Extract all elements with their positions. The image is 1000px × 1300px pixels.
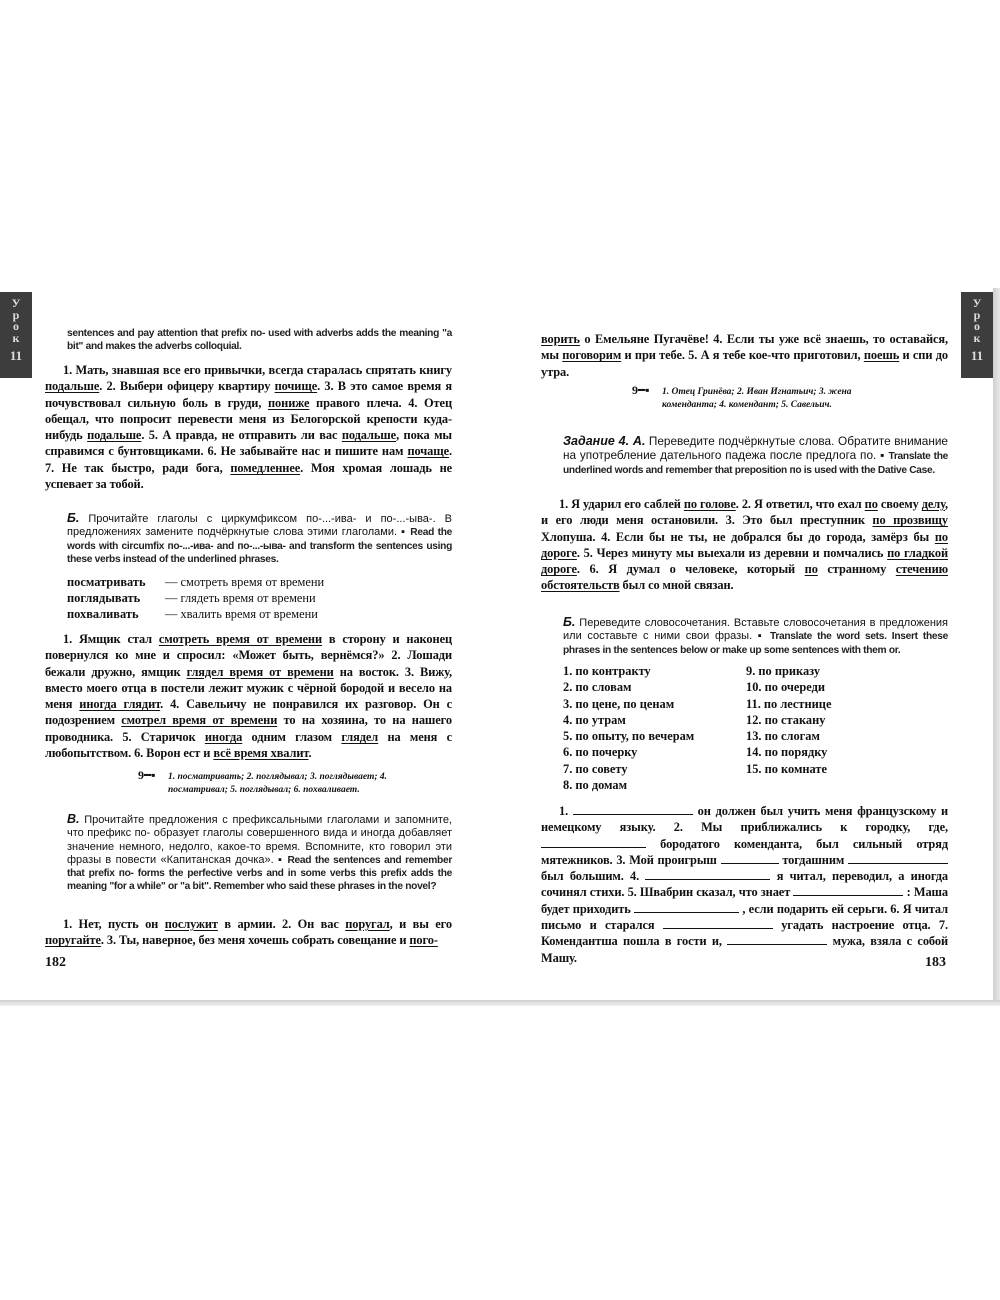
verb-meaning: — глядеть время от времени bbox=[165, 591, 316, 605]
text-run: он должен был учить меня французскому и немецкому языку. 2. Мы приближались к городку, где, bbox=[541, 804, 949, 835]
text-run: я читал, переводил, а иногда сочинял стихи. 5. Швабрин сказал, что знает bbox=[541, 869, 948, 900]
text-run: . 6. Я думал о человеке, который bbox=[576, 562, 805, 577]
underlined-phrase: глядел время от времени bbox=[186, 664, 334, 679]
answer-blank[interactable] bbox=[727, 934, 827, 945]
text-run: , если подарить ей серьги. 6. Я читал письмо и старался bbox=[541, 901, 948, 933]
task-label: В. bbox=[67, 812, 80, 826]
page-bottom-shadow bbox=[0, 1000, 1000, 1006]
text-run: 1. Я ударил его саблей bbox=[559, 497, 684, 511]
instruction-english: Read the sentences and remember that prefix по- forms the perfective verbs and in some verbs this prefix adds the meaning "for a while" or "a bit". Remember who said these phrases in the novel? bbox=[67, 854, 452, 893]
tab-lesson-number: 11 bbox=[9, 348, 23, 363]
instruction-russian: Переведите подчёркнутые слова. Обратите внимание на употребление дательного падежа после предлога по. ▪ bbox=[563, 434, 948, 463]
tab-letter: р bbox=[12, 307, 20, 322]
underlined-phrase: по прозвищу bbox=[872, 513, 948, 528]
underlined-phrase: по bbox=[864, 497, 878, 511]
instruction-russian: Переведите словосочетания. Вставьте словосочетания в предложения или составьте с ними свои фразы. ▪ bbox=[563, 617, 948, 643]
text-run: на восток. 3. Вижу, вместо моего отца в постели лежит мужик с чёрной бородой и весело на меня bbox=[45, 664, 452, 712]
instruction-russian: Прочитайте предложения с префиксальными глаголами и запомните, что префикс по- образует глаголы совершенного вида и иногда добавляет значение немного, недолго, какое-то время. Вспомните, кто говорил эти фразы в повести «Капитанская дочка». ▪ bbox=[67, 814, 452, 866]
instruction-english: sentences and pay attention that prefix по- used with adverbs adds the meaning "a bit" and makes the adverbs colloquial. bbox=[67, 328, 452, 353]
tab-letter: р bbox=[973, 307, 981, 322]
verb-meaning: — хвалить время от времени bbox=[165, 607, 318, 621]
text-run: был со мной связан. bbox=[619, 578, 734, 593]
answer-key bbox=[632, 383, 892, 412]
key-icon: 9━▪ bbox=[632, 383, 650, 397]
text-run: и при тебе. 5. А я тебе кое-что приготовил, bbox=[621, 348, 864, 363]
underlined-phrase: смотреть время от времени bbox=[158, 632, 323, 646]
underlined-phrase: пого- bbox=[409, 933, 438, 948]
underlined-phrase: смотрел время от времени bbox=[121, 713, 278, 728]
underlined-phrase: подальше bbox=[341, 428, 397, 443]
exercise-paragraph bbox=[541, 331, 948, 380]
underlined-phrase: подальше bbox=[45, 379, 100, 394]
answer-blank[interactable] bbox=[793, 885, 903, 896]
task-4b-instruction bbox=[563, 616, 948, 657]
exercise-paragraph bbox=[45, 916, 452, 949]
underlined-phrase: поругал bbox=[345, 917, 390, 931]
instruction-english: Read the words with circumfix по-...-ива- and по-...-ыва- and transform the sentences using these verbs instead of the underlined phrases. bbox=[67, 527, 452, 565]
phrase-item: 11. по лестнице bbox=[746, 696, 832, 711]
tab-lesson-number: 11 bbox=[970, 348, 984, 363]
underlined-phrase: пониже bbox=[268, 395, 310, 410]
underlined-phrase: делу bbox=[921, 497, 946, 511]
text-run: о Емельяне Пугачёве! 4. Если ты уже всё знаешь, то оставайся, мы bbox=[541, 332, 948, 363]
text-run: своему bbox=[877, 497, 922, 511]
verb-row bbox=[67, 606, 474, 622]
intro-instruction bbox=[67, 327, 452, 354]
verb-row bbox=[67, 574, 474, 590]
verb-table bbox=[67, 574, 474, 622]
text-run: . 4. Савельичу не понравился их разговор. Он с подозрением bbox=[45, 697, 452, 728]
underlined-phrase: по bbox=[804, 562, 818, 577]
text-run: 1. bbox=[559, 804, 573, 818]
key-icon: 9━▪ bbox=[138, 768, 156, 782]
tab-letter: У bbox=[11, 296, 21, 310]
phrase-item: 5. по опыту, по вечерам bbox=[563, 729, 695, 744]
instruction-russian: Прочитайте глаголы с циркумфиксом по-...-ива- и по-...-ыва-. В предложениях замените подчёркнутые слова этими глаголами. ▪ bbox=[67, 513, 452, 539]
phrase-item: 1. по контракту bbox=[563, 664, 651, 678]
phrase-list-col2 bbox=[746, 663, 926, 777]
phrase-item: 12. по стакану bbox=[746, 712, 826, 727]
underlined-phrase: по дороге bbox=[541, 529, 948, 560]
answer-blank[interactable] bbox=[645, 869, 770, 880]
text-run: странному bbox=[817, 562, 896, 577]
underlined-phrase: поешь bbox=[863, 348, 900, 363]
tab-letter: к bbox=[973, 330, 981, 345]
underlined-phrase: помедленнее bbox=[230, 460, 301, 475]
underlined-phrase: послужит bbox=[164, 917, 218, 931]
text-run: тогдашним bbox=[778, 852, 848, 867]
page-number: 182 bbox=[45, 955, 66, 970]
exercise-paragraph bbox=[45, 362, 452, 492]
phrase-item: 8. по домам bbox=[563, 778, 628, 793]
task-label: Б. bbox=[67, 511, 80, 525]
answer-blank[interactable] bbox=[721, 853, 779, 864]
tab-letter: о bbox=[13, 319, 19, 333]
text-run: . 2. Выбери офицеру квартиру bbox=[99, 379, 275, 394]
underlined-phrase: глядел bbox=[341, 729, 379, 744]
fill-in-exercise bbox=[541, 803, 948, 966]
verb: похваливать bbox=[67, 607, 139, 621]
task-label: Б. bbox=[563, 615, 576, 629]
tab-letter: о bbox=[974, 319, 980, 333]
phrase-item: 10. по очереди bbox=[746, 680, 826, 695]
text-run: мужа, взяла с собой Машу. bbox=[541, 934, 948, 965]
underlined-phrase: почище bbox=[274, 379, 318, 394]
underlined-phrase: ворить bbox=[541, 332, 580, 346]
verb: посматривать bbox=[67, 575, 146, 589]
phrase-item: 4. по утрам bbox=[563, 712, 626, 727]
page-edge-shadow bbox=[993, 288, 1000, 1004]
underlined-phrase: иногда глядит bbox=[79, 697, 161, 712]
text-run: , и его люди меня остановили. 3. Это был преступник bbox=[541, 497, 949, 528]
tab-letter: У bbox=[972, 296, 982, 310]
verb-meaning: — смотреть время от времени bbox=[165, 575, 325, 589]
underlined-phrase: подальше bbox=[87, 428, 142, 443]
answer-key-text: 1. посматривать; 2. поглядывал; 3. поглядывает; 4. посматривал; 5. поглядывал; 6. похваливает. bbox=[168, 772, 388, 795]
text-run: 1. Нет, пусть он bbox=[63, 917, 165, 931]
text-run: угадать настроение отца. 7. Комендантша пошла в гости и, bbox=[541, 918, 949, 949]
underlined-phrase: по голове bbox=[683, 497, 736, 511]
answer-key bbox=[138, 768, 418, 797]
text-run: , пока мы справимся с бунтовщиками. 6. Не забывайте нас и пишите нам bbox=[45, 428, 452, 459]
underlined-phrase: стечению обстоятельств bbox=[541, 562, 949, 593]
phrase-item: 3. по цене, по ценам bbox=[563, 696, 675, 711]
text-run: был большим. 4. bbox=[541, 869, 646, 884]
underlined-phrase: иногда bbox=[204, 729, 243, 744]
text-run: в армии. 2. Он вас bbox=[217, 917, 346, 931]
text-run: : Маша будет приходить bbox=[541, 885, 949, 916]
phrase-item: 6. по почерку bbox=[563, 745, 638, 760]
text-run: . 7. Не так быстро, ради бога, bbox=[45, 444, 452, 475]
answer-blank[interactable] bbox=[848, 853, 948, 864]
text-run: . 2. Я ответил, что ехал bbox=[735, 497, 865, 511]
answer-blank[interactable] bbox=[573, 804, 693, 815]
phrase-list-col1 bbox=[563, 663, 743, 793]
underlined-phrase: поговорим bbox=[562, 348, 622, 363]
answer-blank[interactable] bbox=[541, 837, 646, 848]
text-run: . 3. В это самое время я почувствовал сильную боль в груди, bbox=[45, 379, 452, 410]
underlined-phrase: по гладкой дороге bbox=[541, 545, 948, 577]
tab-letter: к bbox=[12, 330, 20, 345]
task-b-instruction bbox=[67, 512, 452, 566]
text-run: 1. Ямщик стал bbox=[63, 632, 159, 646]
text-run: в сторону и наконец повернулся ко мне и спросил: «Может быть, вернёмся?» 2. Лошади бежали дружно, ямщик bbox=[45, 632, 453, 679]
text-run: . 3. Ты, наверное, без меня хочешь собрать совещание и bbox=[100, 933, 410, 948]
exercise-paragraph bbox=[541, 496, 948, 594]
verb-row bbox=[67, 590, 474, 606]
answer-key-text: 1. Отец Гринёва; 2. Иван Игнатьич; 3. жена коменданта; 4. комендант; 5. Савельич. bbox=[662, 387, 852, 410]
phrase-item: 13. по слогам bbox=[746, 729, 820, 744]
text-run: на меня с любопытством. 6. Ворон ест и bbox=[45, 729, 452, 761]
instruction-english: Translate the word sets. Insert these phrases in the sentences below or make up some sentences with them or. bbox=[563, 631, 949, 656]
underlined-phrase: поругайте bbox=[45, 933, 101, 948]
phrase-item: 9. по приказу bbox=[746, 664, 821, 678]
text-run: бородатого коменданта, был сильный отряд мятежников. 3. Мой проигрыш bbox=[541, 836, 948, 867]
underlined-phrase: почаще bbox=[407, 444, 449, 459]
text-run: . 5. Через минуту мы выехали из деревни и помчались bbox=[576, 545, 888, 560]
verb: поглядывать bbox=[67, 591, 141, 605]
phrase-item: 2. по словам bbox=[563, 680, 632, 695]
lesson-tab-left bbox=[0, 292, 32, 378]
exercise-paragraph bbox=[45, 631, 452, 761]
task-v-instruction bbox=[67, 813, 452, 894]
answer-blank[interactable] bbox=[634, 902, 739, 913]
lesson-tab-right bbox=[961, 292, 993, 378]
phrase-item: 15. по комнате bbox=[746, 761, 827, 776]
text-run: одним глазом bbox=[242, 729, 342, 744]
text-run: правого плеча. 4. Отец обещал, что попросит перевести меня из Белогорской крепости куда-нибудь bbox=[45, 395, 452, 443]
text-run: Хлопуша. 4. Если бы не ты, не добрался бы до города, замёрз бы bbox=[541, 529, 935, 544]
answer-blank[interactable] bbox=[663, 918, 773, 929]
text-run: и спи до утра. bbox=[541, 348, 948, 379]
text-run: . bbox=[308, 746, 312, 761]
text-run: то на хозяина, то на нашего проводника. 5. Старичок bbox=[45, 713, 452, 744]
text-run: . 5. А правда, не отправить ли вас bbox=[141, 428, 342, 443]
underlined-phrase: всё время хвалит bbox=[213, 746, 309, 761]
phrase-item: 14. по порядку bbox=[746, 745, 828, 760]
text-run: , и вы его bbox=[389, 917, 452, 931]
task-4a-instruction bbox=[563, 435, 948, 477]
phrase-item: 7. по совету bbox=[563, 761, 628, 776]
page-number: 183 bbox=[925, 955, 946, 970]
text-run: 1. Мать, знавшая все его привычки, всегда старалась спрятать книгу bbox=[63, 363, 452, 377]
instruction-english: Translate the underlined words and remember that preposition по is used with the Dative Case. bbox=[563, 451, 949, 476]
task-label: Задание 4. А. bbox=[563, 434, 646, 448]
text-run: . Моя хромая лошадь не успевает за тобой. bbox=[45, 460, 453, 492]
